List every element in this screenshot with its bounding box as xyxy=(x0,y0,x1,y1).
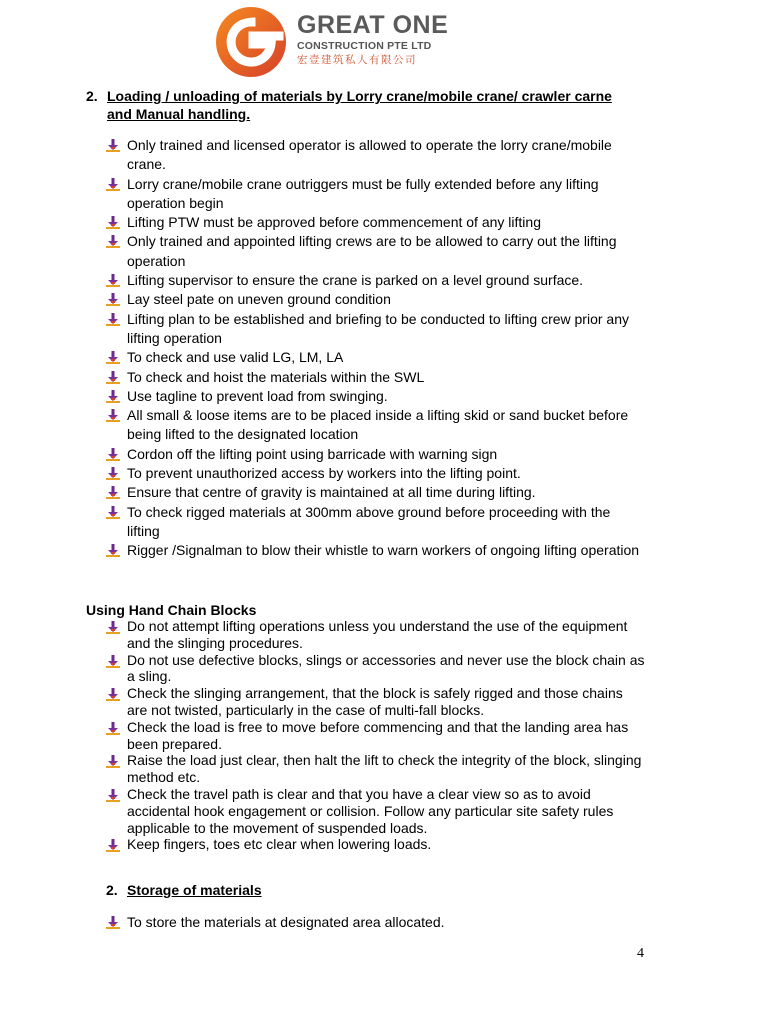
list-item xyxy=(106,406,646,445)
list-item xyxy=(106,913,646,932)
section-title: Storage of materials xyxy=(127,882,262,898)
list-item-text: Lifting plan to be established and briefing to be conducted to lifting crew prior any lifting operation xyxy=(127,310,629,346)
arrow-bullet-icon xyxy=(106,351,120,364)
storage-bullet-list xyxy=(106,913,646,932)
page-number: 4 xyxy=(637,946,644,961)
arrow-bullet-icon xyxy=(106,621,120,634)
list-item xyxy=(106,836,646,853)
list-item-text: Do not attempt lifting operations unless you understand the use of the equipment and the slinging procedures. xyxy=(127,618,628,651)
logo-text xyxy=(297,10,448,67)
list-item xyxy=(106,213,646,232)
list-item-text: To store the materials at designated area allocated. xyxy=(127,914,445,930)
hand-chain-bullet-list xyxy=(106,618,646,853)
arrow-bullet-icon xyxy=(106,506,120,519)
section-number: 2. xyxy=(106,882,118,898)
list-item xyxy=(106,387,646,406)
arrow-bullet-icon xyxy=(106,235,120,248)
list-item xyxy=(106,136,646,175)
list-item-text: Check the travel path is clear and that you have a clear view so as to avoid accidental hook engagement or collision. Follow any particular site safety rules applicable to the movement of suspended loads. xyxy=(127,785,614,836)
section-title-line1: Loading / unloading of materials by Lorry crane/mobile crane/ crawler carne xyxy=(107,88,612,104)
logo-g-icon xyxy=(213,6,289,78)
arrow-bullet-icon xyxy=(106,486,120,499)
list-item-text: Cordon off the lifting point using barricade with warning sign xyxy=(127,445,498,462)
arrow-bullet-icon xyxy=(106,839,120,852)
list-item xyxy=(106,483,646,502)
list-item xyxy=(106,618,646,652)
logo-company-name: GREAT ONE xyxy=(297,11,449,39)
list-item xyxy=(106,464,646,483)
arrow-bullet-icon xyxy=(106,371,120,384)
arrow-bullet-icon xyxy=(106,789,120,802)
arrow-bullet-icon xyxy=(106,544,120,557)
logo-company-chinese: 宏壹建筑私人有限公司 xyxy=(297,54,417,66)
arrow-bullet-icon xyxy=(106,139,120,152)
list-item-text: Raise the load just clear, then halt the lift to check the integrity of the block, slinging method etc. xyxy=(127,752,642,786)
list-item-text: Lifting supervisor to ensure the crane is parked on a level ground surface. xyxy=(127,272,584,289)
arrow-bullet-icon xyxy=(106,409,120,422)
list-item xyxy=(106,290,646,309)
list-item xyxy=(106,652,646,686)
list-item-text: To check rigged materials at 300mm above ground before proceeding with the lifting xyxy=(127,503,611,539)
list-item-text: Lifting PTW must be approved before commencement of any lifting xyxy=(127,214,541,231)
list-item-text: To check and hoist the materials within the SWL xyxy=(127,368,425,385)
section-heading-loading xyxy=(86,87,646,125)
list-item xyxy=(106,445,646,464)
loading-bullet-list xyxy=(106,136,646,561)
list-item xyxy=(106,786,646,836)
list-item xyxy=(106,752,646,786)
hand-chain-heading: Using Hand Chain Blocks xyxy=(86,602,257,618)
list-item-text: Ensure that centre of gravity is maintained at all time during lifting. xyxy=(127,484,536,501)
arrow-bullet-icon xyxy=(106,448,120,461)
list-item-text: All small & loose items are to be placed inside a lifting skid or sand bucket before being lifted to the designated location xyxy=(127,407,629,443)
list-item-text: Do not use defective blocks, slings or accessories and never use the block chain as a sling. xyxy=(127,651,645,685)
list-item xyxy=(106,368,646,387)
logo-company-subname: CONSTRUCTION PTE LTD xyxy=(297,40,432,52)
list-item xyxy=(106,719,646,753)
list-item-text: Keep fingers, toes etc clear when lowering loads. xyxy=(127,836,432,853)
section-number: 2. xyxy=(86,88,98,104)
arrow-bullet-icon xyxy=(106,313,120,326)
list-item-text: To check and use valid LG, LM, LA xyxy=(127,349,344,366)
list-item xyxy=(106,232,646,271)
section-heading-storage xyxy=(106,881,506,899)
list-item-text: Lay steel pate on uneven ground condition xyxy=(127,291,391,308)
arrow-bullet-icon xyxy=(106,722,120,735)
arrow-bullet-icon xyxy=(106,467,120,480)
arrow-bullet-icon xyxy=(106,688,120,701)
list-item-text: Check the slinging arrangement, that the block is safely rigged and those chains are not twisted, particularly in the case of multi-fall blocks. xyxy=(127,685,623,718)
section-title-line2: and Manual handling. xyxy=(107,106,251,122)
arrow-bullet-icon xyxy=(106,390,120,403)
list-item xyxy=(106,175,646,214)
company-logo xyxy=(213,6,453,78)
arrow-bullet-icon xyxy=(106,274,120,287)
list-item-text: Only trained and licensed operator is allowed to operate the lorry crane/mobile crane. xyxy=(127,137,612,173)
list-item xyxy=(106,310,646,349)
list-item-text: Only trained and appointed lifting crews are to be allowed to carry out the lifting operation xyxy=(127,233,617,269)
arrow-bullet-icon xyxy=(106,293,120,306)
list-item xyxy=(106,541,646,560)
list-item xyxy=(106,348,646,367)
list-item xyxy=(106,685,646,719)
arrow-bullet-icon xyxy=(106,755,120,768)
list-item-text: Rigger /Signalman to blow their whistle to warn workers of ongoing lifting operation xyxy=(127,542,640,559)
list-item-text: Check the load is free to move before commencing and that the landing area has been prepared. xyxy=(127,718,629,752)
list-item-text: To prevent unauthorized access by workers into the lifting point. xyxy=(127,465,521,482)
arrow-bullet-icon xyxy=(106,655,120,668)
list-item xyxy=(106,503,646,542)
arrow-bullet-icon xyxy=(106,916,120,929)
list-item xyxy=(106,271,646,290)
arrow-bullet-icon xyxy=(106,216,120,229)
list-item-text: Lorry crane/mobile crane outriggers must be fully extended before any lifting operation begin xyxy=(127,175,599,211)
arrow-bullet-icon xyxy=(106,178,120,191)
list-item-text: Use tagline to prevent load from swinging. xyxy=(127,387,388,404)
